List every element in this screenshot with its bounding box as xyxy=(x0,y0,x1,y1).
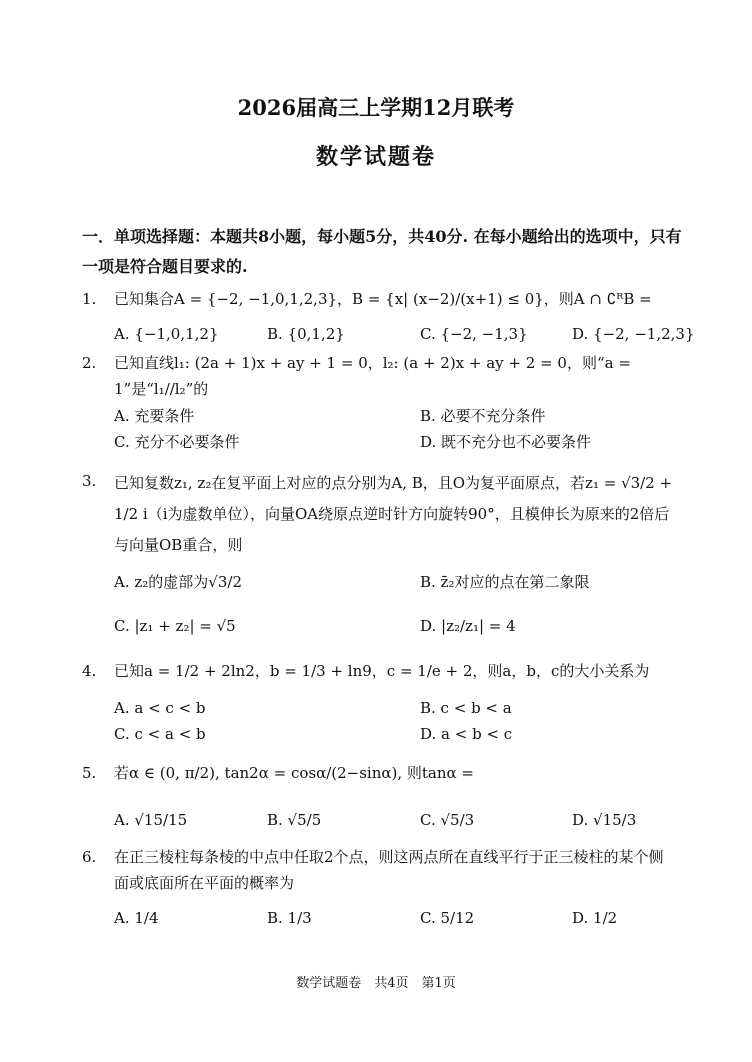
option-c: C. {−2, −1,3} xyxy=(420,325,528,343)
question-text: 已知集合A = {−2, −1,0,1,2,3}，B = {x| (x−2)/(x+1) ≤ 0}，则A ∩ ∁ᴿB = xyxy=(114,290,652,308)
option-a: A. {−1,0,1,2} xyxy=(114,325,219,343)
question-number: 6. xyxy=(82,848,97,866)
option-a: A. 1/4 xyxy=(114,909,159,927)
option-d: D. 1/2 xyxy=(572,909,618,927)
question-number: 4. xyxy=(82,662,97,680)
option-c: C. 充分不必要条件 xyxy=(114,433,240,451)
option-c: C. c < a < b xyxy=(114,725,206,743)
question-text: 在正三棱柱每条棱的中点中任取2个点，则这两点所在直线平行于正三棱柱的某个侧面或底面所在平面的概率为 xyxy=(114,848,664,892)
question-number: 3. xyxy=(82,472,97,490)
option-a: A. a < c < b xyxy=(114,699,206,717)
question-number: 2. xyxy=(82,354,97,372)
question-number: 1. xyxy=(82,290,97,308)
option-a: A. 充要条件 xyxy=(114,407,195,425)
option-b: B. c < b < a xyxy=(420,699,512,717)
exam-title: 2026届高三上学期12月联考 xyxy=(237,95,515,120)
option-b: B. z̄₂对应的点在第二象限 xyxy=(420,573,590,591)
exam-subtitle: 数学试题卷 xyxy=(315,144,436,170)
option-a: A. z₂的虚部为√3/2 xyxy=(114,573,242,591)
option-c: C. 5/12 xyxy=(420,909,475,927)
option-d: D. 既不充分也不必要条件 xyxy=(420,433,592,451)
option-b: B. √5/5 xyxy=(267,811,322,829)
option-c: C. √5/3 xyxy=(420,811,475,829)
option-d: D. √15/3 xyxy=(572,811,637,829)
section-heading: 一．单项选择题：本题共8小题，每小题5分，共40分. 在每小题给出的选项中，只有一项是符合题目要求的. xyxy=(82,227,682,276)
question-number: 5. xyxy=(82,764,97,782)
option-b: B. {0,1,2} xyxy=(267,325,345,343)
option-b: B. 1/3 xyxy=(267,909,312,927)
question-text: 已知复数z₁, z₂在复平面上对应的点分别为A, B，且O为复平面原点，若z₁ = √3/2 + 1/2 i（i为虚数单位），向量OA绕原点逆时针方向旋转90°，且模伸长为原来的2倍后与向量OB重合，则 xyxy=(114,474,673,554)
question-text: 已知a = 1/2 + 2ln2，b = 1/3 + ln9，c = 1/e + 2，则a，b，c的大小关系为 xyxy=(114,662,650,680)
option-a: A. √15/15 xyxy=(114,811,188,829)
option-c: C. |z₁ + z₂| = √5 xyxy=(114,617,236,635)
page-footer: 数学试题卷 共4页 第1页 xyxy=(296,976,456,991)
option-d: D. {−2, −1,2,3} xyxy=(572,325,695,343)
question-text: 已知直线l₁: (2a + 1)x + ay + 1 = 0，l₂: (a + 2)x + ay + 2 = 0，则“a = 1”是“l₁//l₂”的 xyxy=(114,354,631,398)
option-d: D. |z₂/z₁| = 4 xyxy=(420,617,516,635)
option-d: D. a < b < c xyxy=(420,725,513,743)
option-b: B. 必要不充分条件 xyxy=(420,407,546,425)
question-text: 若α ∈ (0, π/2), tan2α = cosα/(2−sinα), 则tanα = xyxy=(114,764,475,782)
